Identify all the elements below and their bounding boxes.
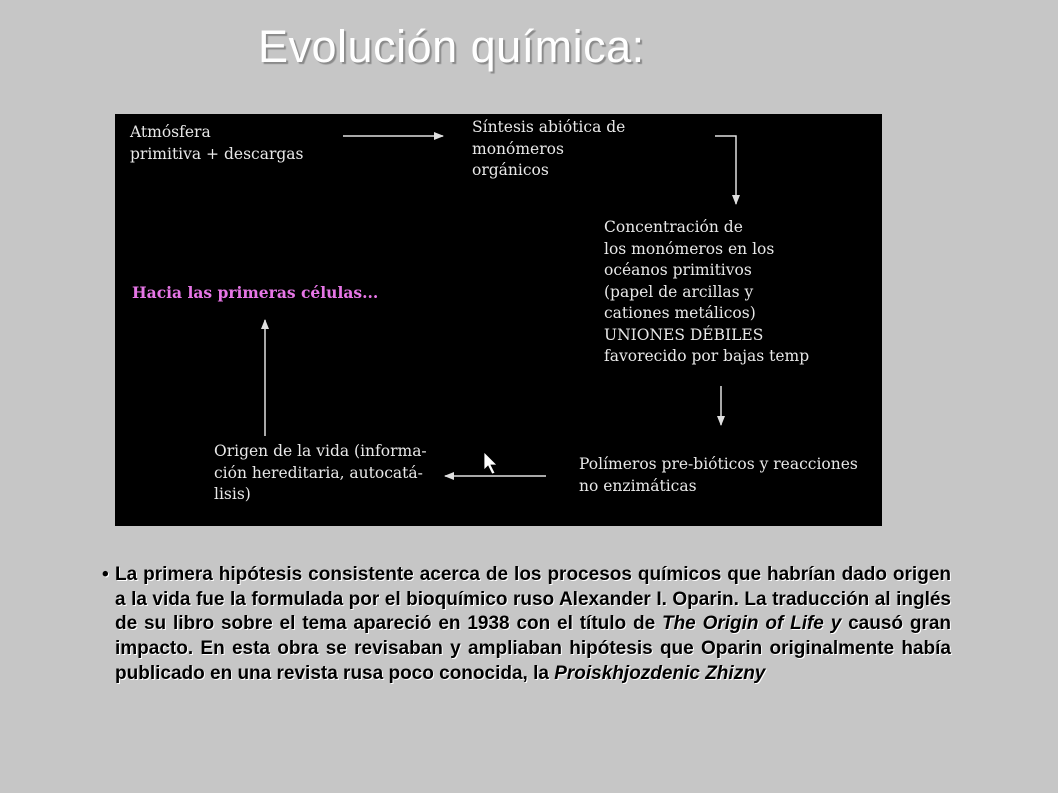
arrow-sintesis-to-concentracion <box>715 136 736 204</box>
mouse-pointer-icon <box>484 452 497 474</box>
diagram-arrows <box>115 114 882 526</box>
node-polimeros: Polímeros pre-bióticos y reacciones no enzimáticas <box>579 455 858 495</box>
node-concentracion: Concentración de los monómeros en los océanos primitivos (papel de arcillas y cationes metálicos) UNIONES DÉBILES favorecido por bajas temp <box>604 218 810 365</box>
node-sintesis: Síntesis abiótica de monómeros orgánicos <box>472 118 626 179</box>
book-title: The Origin of Life y <box>661 613 842 635</box>
evolution-flow-diagram <box>115 114 882 526</box>
body-text-part-1: La primera hipótesis consistente acerca de los procesos químicos que habrían dado origen a la vida fue la formulada por el bioquímico ruso Alexander I. Oparin. La traducción al inglés de su libro sobre el tema apareció en 1938 con el título de <box>115 564 951 635</box>
node-atmosfera: Atmósfera primitiva + descargas <box>130 123 304 163</box>
journal-title: Proiskhjozdenic Zhizny <box>554 662 766 684</box>
node-origen-vida: Origen de la vida (informa- ción hereditaria, autocatá- lisis) <box>214 442 427 503</box>
slide-title: Evolución química: <box>258 21 645 72</box>
body-text-part-2: causó gran impacto. En esta obra se revisaban y ampliaban hipótesis que Oparin originalmente había publicado en una revista rusa poco conocida, la <box>115 613 951 684</box>
node-hacia-primeras-celulas: Hacia las primeras células... <box>132 283 379 302</box>
bullet-point-icon: • <box>102 564 109 585</box>
body-paragraph <box>115 563 951 687</box>
